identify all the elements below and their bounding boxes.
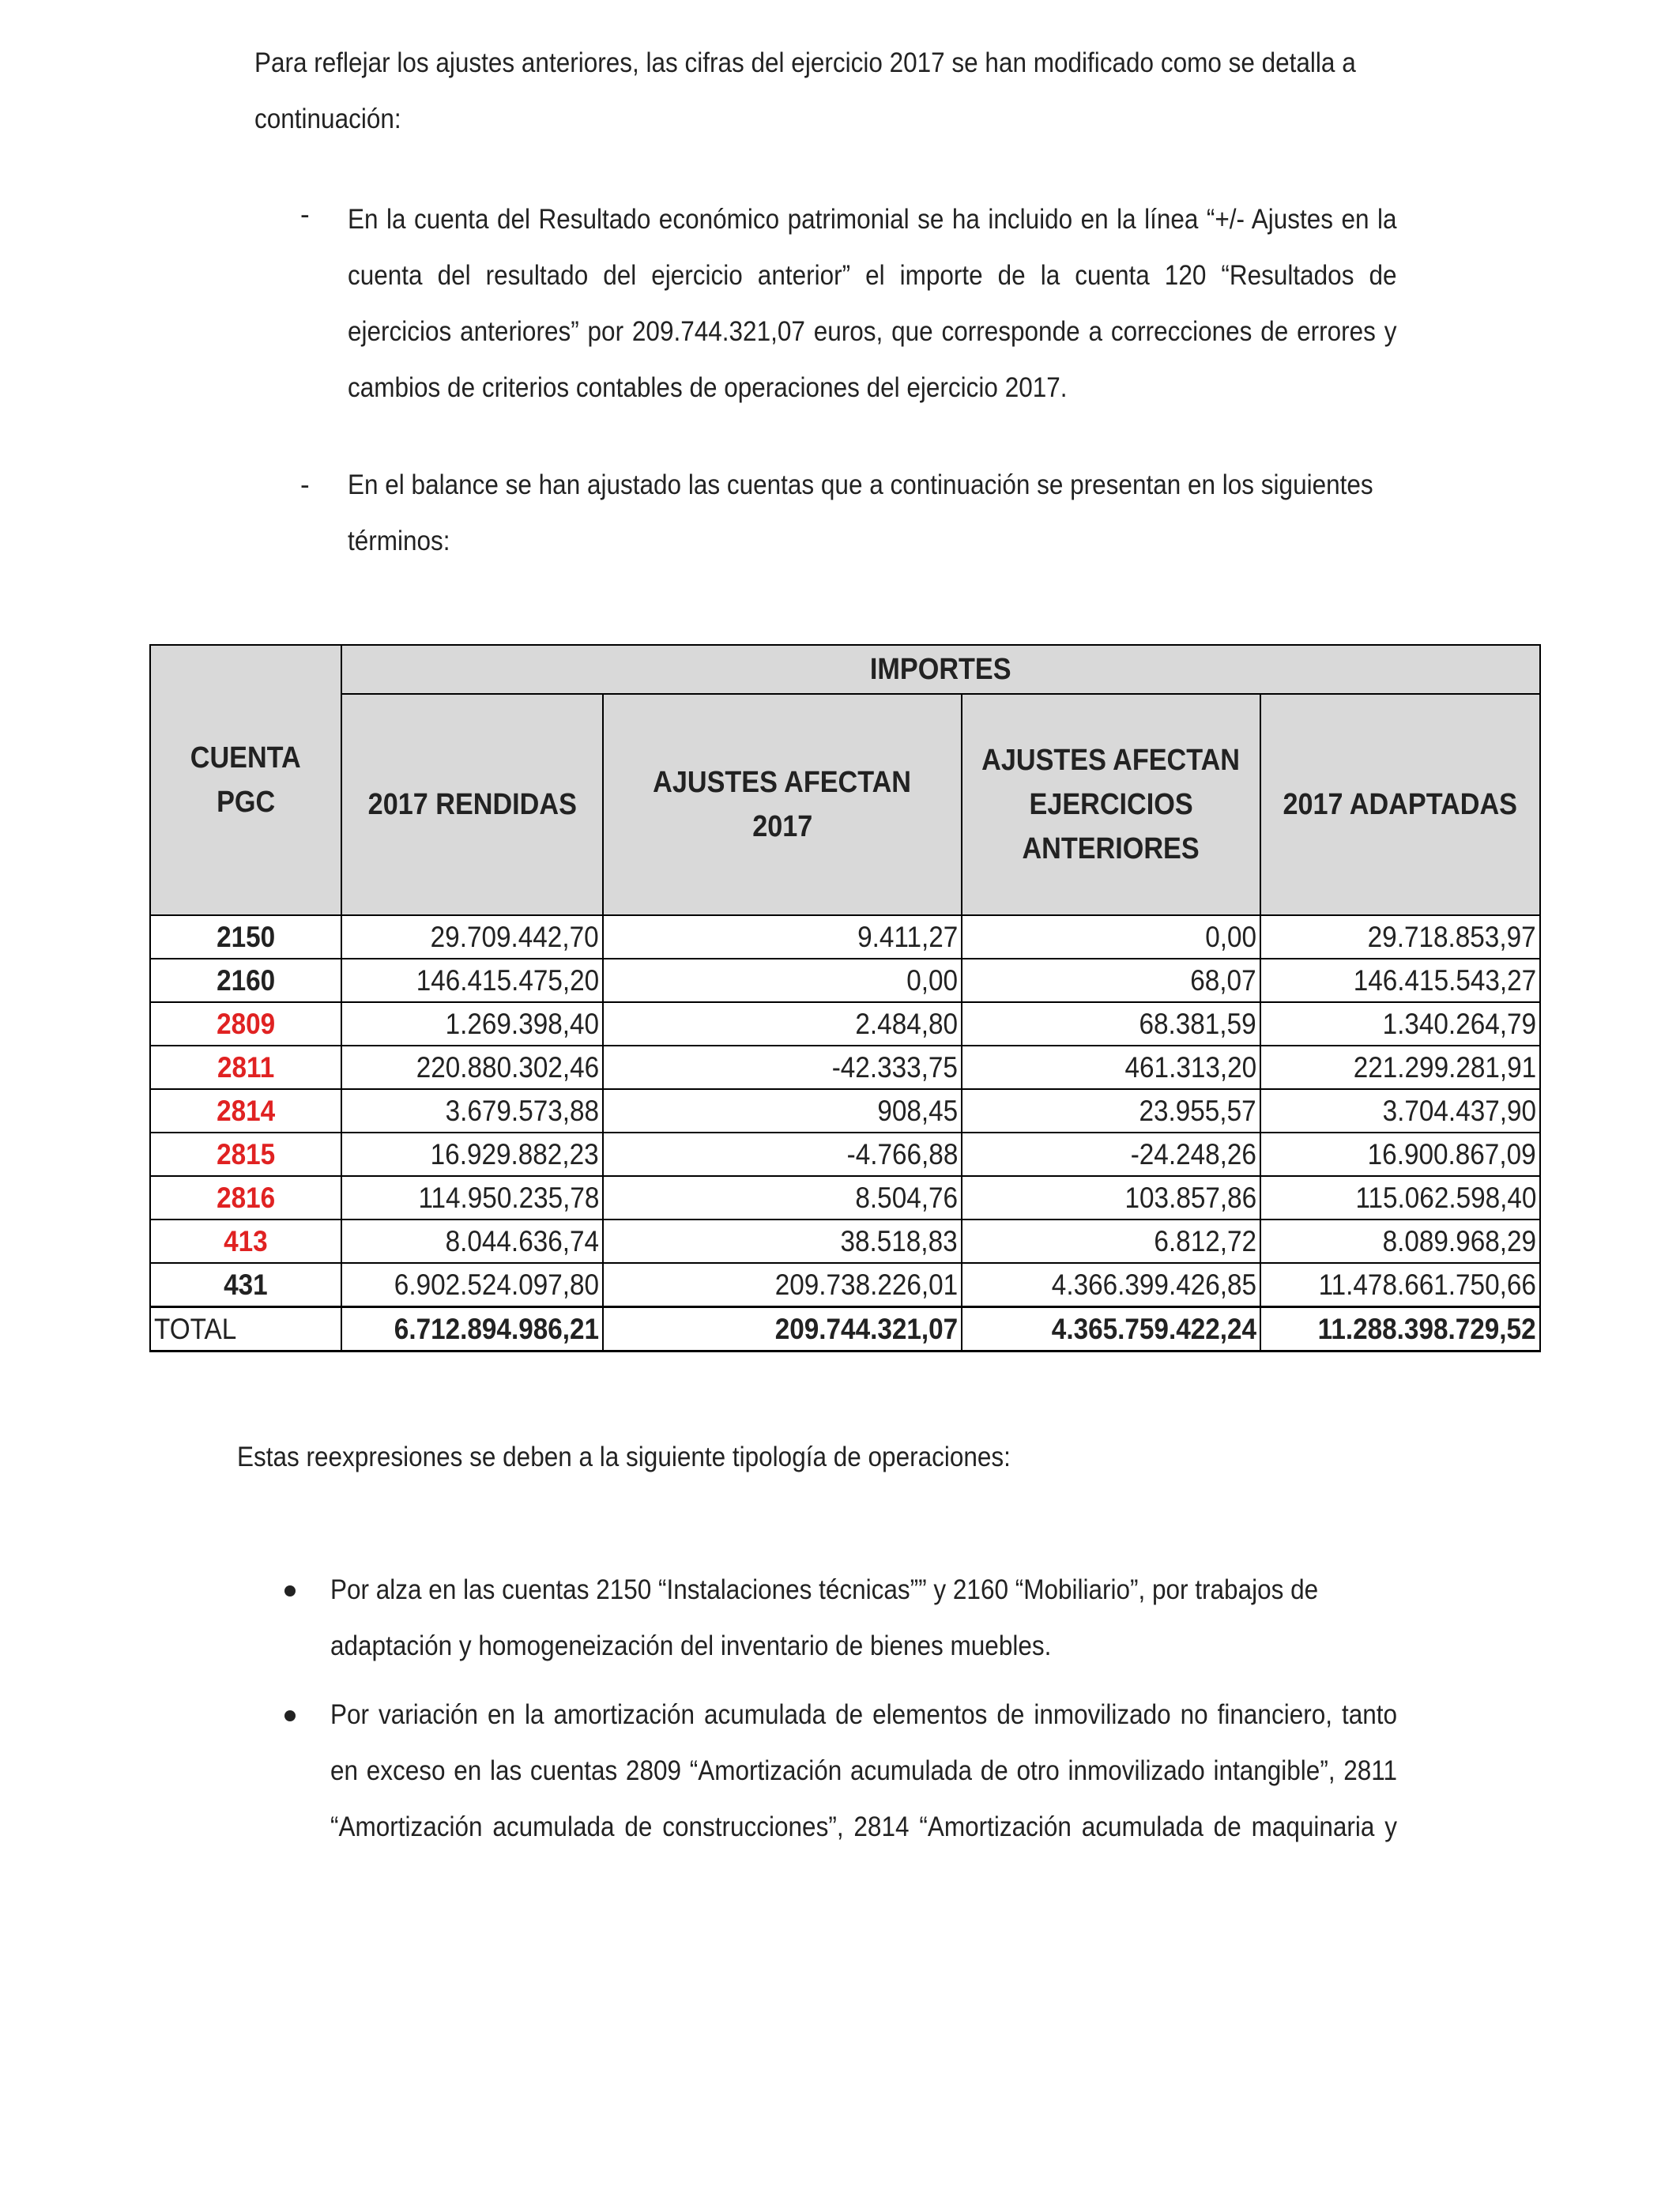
value-cell-ajustes-ant	[962, 1046, 1260, 1089]
intro-paragraph	[254, 35, 1421, 147]
value-adaptadas: 115.062.598,40	[1354, 1181, 1536, 1214]
value-ajustes-ant: 6.812,72	[1154, 1224, 1256, 1257]
value-cell-adaptadas	[1260, 1002, 1540, 1046]
header-ajustes-2017-line-1: AJUSTES AFECTAN	[653, 766, 912, 799]
account-cell	[150, 1046, 341, 1089]
account-cell	[150, 1089, 341, 1133]
header-ajustes-ant-line-2: EJERCICIOS	[1029, 788, 1193, 821]
total-rendidas	[341, 1307, 603, 1351]
value-rendidas: 6.902.524.097,80	[394, 1268, 599, 1301]
header-importes	[341, 645, 1540, 694]
value-cell-adaptadas	[1260, 915, 1540, 959]
bullet-icon-1	[284, 1585, 296, 1596]
value-cell-adaptadas	[1260, 1220, 1540, 1263]
value-cell-adaptadas	[1260, 1046, 1540, 1089]
header-ajustes-2017	[603, 694, 962, 915]
table-row	[150, 1046, 1540, 1089]
value-cell-ajustes-ant	[962, 1176, 1260, 1220]
dash-item-1-line-4: cambios de criterios contables de operaciones del ejercicio 2017.	[348, 372, 1068, 403]
value-cell-ajustes-2017	[603, 1176, 962, 1220]
value-cell-ajustes-2017	[603, 1046, 962, 1089]
total-ajustes-2017-value: 209.744.321,07	[774, 1312, 958, 1345]
account-code: 2814	[216, 1094, 276, 1127]
value-cell-adaptadas	[1260, 959, 1540, 1002]
value-ajustes-ant: 4.366.399.426,85	[1051, 1268, 1256, 1301]
value-cell-ajustes-2017	[603, 959, 962, 1002]
value-cell-adaptadas	[1260, 1133, 1540, 1176]
dash-item-1-line-2: cuenta del resultado del ejercicio anterior” el importe de la cuenta 120 “Resultados de	[348, 260, 1397, 291]
dash-item-1-line-3: ejercicios anteriores” por 209.744.321,07 euros, que corresponde a correcciones de errores y	[348, 316, 1397, 347]
account-cell	[150, 1133, 341, 1176]
table-row	[150, 1176, 1540, 1220]
value-adaptadas: 3.704.437,90	[1382, 1094, 1536, 1127]
value-ajustes-2017: 8.504,76	[855, 1181, 958, 1214]
value-ajustes-ant: -24.248,26	[1130, 1137, 1256, 1171]
value-adaptadas: 11.478.661.750,66	[1318, 1268, 1536, 1301]
value-ajustes-2017: 38.518,83	[840, 1224, 958, 1257]
value-cell-ajustes-2017	[603, 915, 962, 959]
header-ajustes-2017-line-2: 2017	[751, 810, 813, 843]
value-cell-ajustes-ant	[962, 1002, 1260, 1046]
value-cell-ajustes-2017	[603, 1002, 962, 1046]
header-ajustes-anteriores	[962, 694, 1260, 915]
value-ajustes-ant: 68,07	[1190, 963, 1256, 997]
header-ajustes-ant-line-1: AJUSTES AFECTAN	[981, 744, 1241, 777]
header-rendidas-label: 2017 RENDIDAS	[367, 788, 577, 821]
total-adaptadas-value: 11.288.398.729,52	[1318, 1312, 1536, 1345]
value-adaptadas: 146.415.543,27	[1353, 963, 1536, 997]
value-rendidas: 146.415.475,20	[416, 963, 599, 997]
value-ajustes-ant: 23.955,57	[1139, 1094, 1256, 1127]
bullet-item-2-line-1: Por variación en la amortización acumulada de elementos de inmovilizado no financiero, tanto	[330, 1699, 1397, 1730]
total-adaptadas	[1260, 1307, 1540, 1351]
bullet-item-2-line-3: “Amortización acumulada de construcciones”, 2814 “Amortización acumulada de maquinaria y	[330, 1811, 1397, 1842]
value-ajustes-ant: 0,00	[1205, 920, 1256, 953]
dash-item-2-line-1: En el balance se han ajustado las cuentas que a continuación se presentan en los siguientes	[348, 469, 1373, 500]
value-ajustes-2017: 9.411,27	[857, 920, 958, 953]
adjustments-table	[149, 644, 1541, 1352]
value-cell-adaptadas	[1260, 1263, 1540, 1307]
value-cell-adaptadas	[1260, 1089, 1540, 1133]
dash-item-1	[348, 191, 1397, 416]
value-adaptadas: 29.718.853,97	[1368, 920, 1536, 953]
value-cell-rendidas	[341, 1220, 603, 1263]
value-cell-ajustes-ant	[962, 959, 1260, 1002]
total-ajustes-anteriores	[962, 1307, 1260, 1351]
table-row	[150, 1002, 1540, 1046]
table-row	[150, 959, 1540, 1002]
account-cell	[150, 1002, 341, 1046]
total-ajustes-ant-value: 4.365.759.422,24	[1051, 1312, 1256, 1345]
value-ajustes-2017: -4.766,88	[846, 1137, 958, 1171]
value-cell-rendidas	[341, 1263, 603, 1307]
value-cell-ajustes-2017	[603, 1263, 962, 1307]
table-row	[150, 915, 1540, 959]
value-cell-rendidas	[341, 1046, 603, 1089]
value-cell-ajustes-ant	[962, 1263, 1260, 1307]
value-ajustes-2017: -42.333,75	[831, 1050, 958, 1084]
header-account	[150, 645, 341, 915]
account-code: 2809	[216, 1007, 276, 1040]
value-cell-rendidas	[341, 959, 603, 1002]
account-cell	[150, 915, 341, 959]
dash-item-2	[348, 457, 1397, 569]
table-row	[150, 1133, 1540, 1176]
intro-line-2: continuación:	[254, 104, 401, 134]
total-row	[150, 1307, 1540, 1351]
dash-marker-2: -	[300, 469, 310, 500]
value-adaptadas: 1.340.264,79	[1382, 1007, 1536, 1040]
bullet-icon-2	[284, 1710, 296, 1721]
account-code: 431	[224, 1268, 268, 1301]
header-rendidas	[341, 694, 603, 915]
header-adaptadas-label: 2017 ADAPTADAS	[1283, 788, 1518, 821]
account-code: 2816	[216, 1181, 276, 1214]
value-cell-rendidas	[341, 1176, 603, 1220]
total-ajustes-2017	[603, 1307, 962, 1351]
after-table-text	[237, 1429, 1375, 1485]
dash-item-2-line-2: términos:	[348, 526, 450, 556]
header-adaptadas	[1260, 694, 1540, 915]
bullet-item-1-line-1: Por alza en las cuentas 2150 “Instalaciones técnicas”” y 2160 “Mobiliario”, por trabajos de	[330, 1574, 1319, 1605]
account-code: 2811	[217, 1050, 275, 1084]
value-rendidas: 1.269.398,40	[445, 1007, 599, 1040]
account-cell	[150, 959, 341, 1002]
value-ajustes-ant: 103.857,86	[1124, 1181, 1256, 1214]
value-rendidas: 3.679.573,88	[445, 1094, 599, 1127]
value-cell-adaptadas	[1260, 1176, 1540, 1220]
value-ajustes-2017: 2.484,80	[855, 1007, 958, 1040]
value-ajustes-2017: 0,00	[906, 963, 958, 997]
value-cell-rendidas	[341, 1089, 603, 1133]
intro-line-1: Para reflejar los ajustes anteriores, las cifras del ejercicio 2017 se han modificado como se detalla a	[254, 47, 1356, 78]
value-cell-ajustes-2017	[603, 1133, 962, 1176]
account-code: 2150	[216, 920, 276, 953]
value-cell-ajustes-ant	[962, 1089, 1260, 1133]
table-row	[150, 1220, 1540, 1263]
value-rendidas: 114.950.235,78	[417, 1181, 599, 1214]
value-cell-rendidas	[341, 1002, 603, 1046]
value-adaptadas: 8.089.968,29	[1382, 1224, 1536, 1257]
value-rendidas: 220.880.302,46	[416, 1050, 599, 1084]
value-rendidas: 16.929.882,23	[431, 1137, 599, 1171]
value-ajustes-ant: 461.313,20	[1124, 1050, 1256, 1084]
after-table-line: Estas reexpresiones se deben a la siguiente tipología de operaciones:	[237, 1442, 1011, 1472]
value-ajustes-2017: 908,45	[877, 1094, 958, 1127]
account-code: 413	[224, 1224, 268, 1257]
account-cell	[150, 1220, 341, 1263]
value-adaptadas: 221.299.281,91	[1353, 1050, 1536, 1084]
value-cell-ajustes-ant	[962, 1220, 1260, 1263]
bullet-item-2-line-2: en exceso en las cuentas 2809 “Amortización acumulada de otro inmovilizado intangible”, 2811	[330, 1755, 1397, 1786]
header-ajustes-ant-line-3: ANTERIORES	[1022, 832, 1200, 865]
total-label	[150, 1307, 341, 1351]
bullet-item-2	[330, 1687, 1397, 1855]
total-rendidas-value: 6.712.894.986,21	[394, 1312, 599, 1345]
account-cell	[150, 1263, 341, 1307]
bullet-item-1	[330, 1562, 1397, 1674]
value-cell-rendidas	[341, 915, 603, 959]
value-cell-ajustes-ant	[962, 1133, 1260, 1176]
account-code: 2815	[216, 1137, 276, 1171]
value-rendidas: 29.709.442,70	[431, 920, 599, 953]
header-account-line-2: PGC	[216, 786, 276, 819]
table-row	[150, 1263, 1540, 1307]
table-row	[150, 1089, 1540, 1133]
value-ajustes-2017: 209.738.226,01	[774, 1268, 958, 1301]
value-adaptadas: 16.900.867,09	[1368, 1137, 1536, 1171]
value-cell-ajustes-2017	[603, 1089, 962, 1133]
bullet-item-1-line-2: adaptación y homogeneización del inventario de bienes muebles.	[330, 1630, 1052, 1661]
account-code: 2160	[216, 963, 276, 997]
table-body	[150, 915, 1540, 1307]
value-rendidas: 8.044.636,74	[445, 1224, 599, 1257]
header-account-line-1: CUENTA	[190, 741, 301, 775]
dash-item-1-line-1: En la cuenta del Resultado económico patrimonial se ha incluido en la línea “+/- Ajustes en la	[348, 204, 1397, 235]
value-cell-ajustes-ant	[962, 915, 1260, 959]
header-importes-label: IMPORTES	[870, 653, 1011, 686]
total-label-text: TOTAL	[154, 1312, 237, 1345]
value-cell-ajustes-2017	[603, 1220, 962, 1263]
value-cell-rendidas	[341, 1133, 603, 1176]
value-ajustes-ant: 68.381,59	[1139, 1007, 1256, 1040]
dash-marker-1: -	[300, 199, 310, 230]
account-cell	[150, 1176, 341, 1220]
